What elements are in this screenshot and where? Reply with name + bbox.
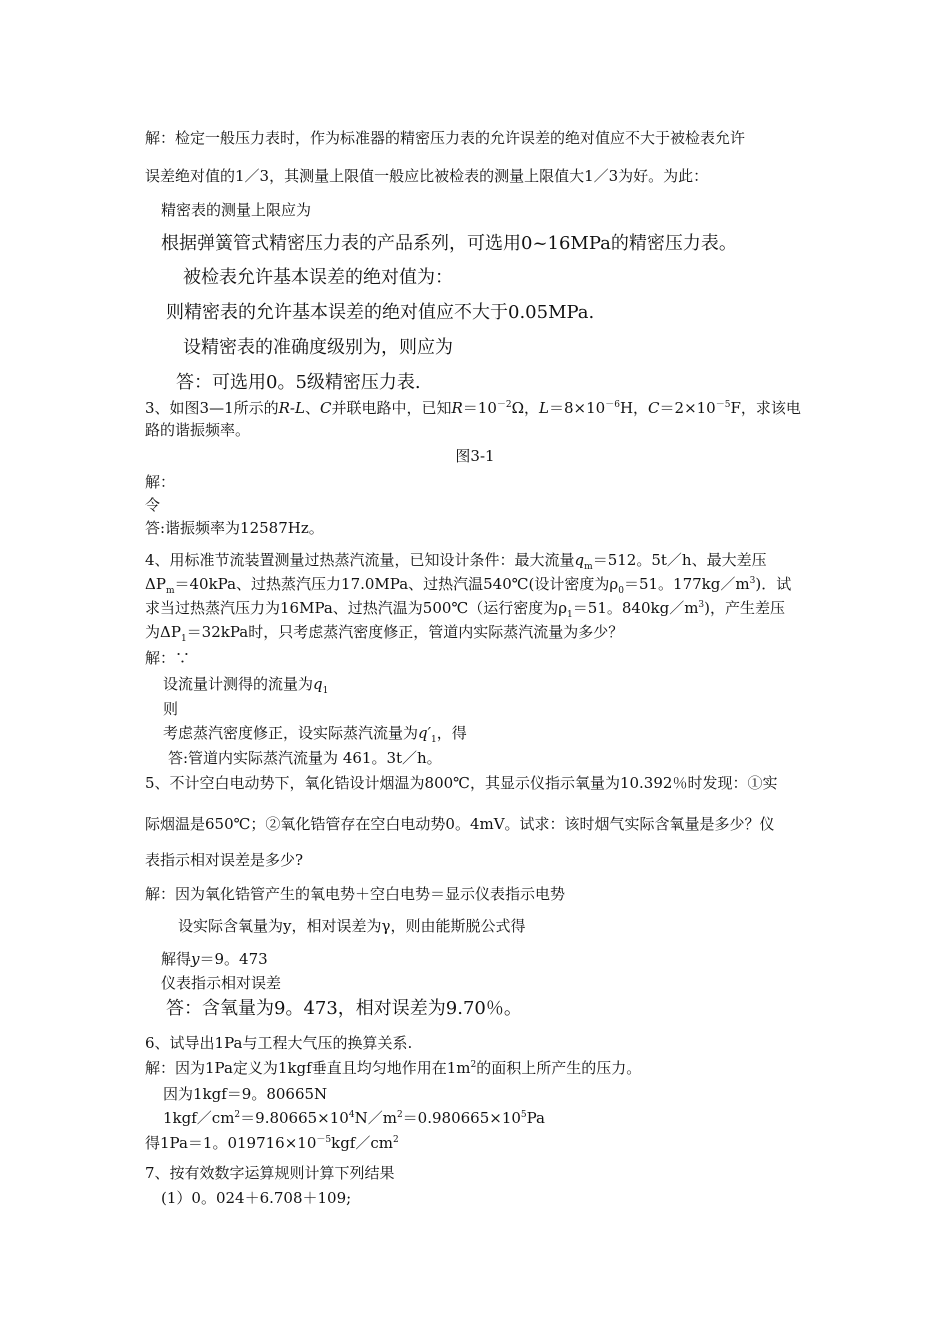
- p1-line-7: 设精密表的准确度级别为，则应为: [183, 337, 453, 358]
- q4-step-2: 则: [163, 700, 179, 718]
- q5-line-3: 表指示相对误差是多少?: [145, 851, 304, 869]
- q4-step-1: 设流量计测得的流量为$q_1$: [163, 675, 329, 696]
- q6-step-1: 因为1kgf＝9。80665N: [163, 1085, 328, 1103]
- p1-line-5: 被检表允许基本误差的绝对值为：: [183, 267, 453, 288]
- q5-line-2: 际烟温是650℃；②氧化锆管存在空白电动势0。4mV。试求：该时烟气实际含氧量是多少？仪: [145, 815, 775, 833]
- q4-line-1: 4、用标准节流装置测量过热蒸汽流量，已知设计条件：最大流量$q_m=512$。5t／h、最大差压: [145, 551, 767, 572]
- q6-result: 得1Pa＝1。$019716\times 10^{-5}kgf/cm^2$: [145, 1134, 399, 1152]
- p1-answer: 答：可选用0。5级精密压力表.: [176, 372, 421, 393]
- q6-step-2: $1kgf/cm^2=9.80665\times 10^4N/m^2=0.980665\times 10^5Pa$: [163, 1109, 546, 1127]
- q4-step-3: 考虑蒸汽密度修正，设实际蒸汽流量为$q'_1$，得: [163, 724, 467, 745]
- q4-line-4: 为$\Delta P_1=32kPa$时，只考虑蒸汽密度修正，管道内实际蒸汽流量为多少？: [145, 623, 624, 644]
- q5-answer: 答：含氧量为9。473，相对误差为9.70％。: [166, 998, 522, 1019]
- figure-caption: 图3-1: [455, 447, 495, 465]
- q6-line-1: 6、试导出1Pa与工程大气压的换算关系.: [145, 1034, 413, 1052]
- q6-solution: 解：因为1Pa定义为1kgf垂直且均匀地作用在$1m^2$的面积上所产生的压力。: [145, 1059, 642, 1077]
- q7-item-1: (1）0。024＋6.708＋109;: [161, 1189, 352, 1207]
- q4-line-2: $\Delta P_m=40kPa$、过热蒸汽压力17.0MPa、过热汽温540℃(设计密度为$\rho_0=51$。$177kg/m^3$)．试: [145, 575, 792, 596]
- q7-line-1: 7、按有效数字运算规则计算下列结果: [145, 1164, 395, 1182]
- p1-line-1: 解：检定一般压力表时，作为标准器的精密压力表的允许误差的绝对值应不大于被检表允许: [145, 129, 746, 147]
- q3-line-1: 3、如图3—1所示的R-L、C并联电路中，已知$R=10^{-2}\Omega$，$L=8\times 10^{-6}H$，$C=2\times 10^{-5}F$，求该电: [145, 399, 801, 417]
- q5-step-1: 设实际含氧量为y，相对误差为γ，则由能斯脱公式得: [178, 917, 526, 935]
- q5-line-1: 5、不计空白电动势下，氧化锆设计烟温为800℃，其显示仪指示氧量为10.392％时发现：①实: [145, 774, 778, 792]
- q4-answer: 答:管道内实际蒸汽流量为 461。3t／h。: [168, 749, 442, 767]
- q3-line-2: 路的谐振频率。: [145, 421, 251, 439]
- p1-line-2: 误差绝对值的1／3，其测量上限值一般应比被检表的测量上限值大1／3为好。为此：: [145, 167, 709, 185]
- q3-let: 令: [145, 496, 161, 514]
- p1-line-4: 根据弹簧管式精密压力表的产品系列，可选用0~16MPa的精密压力表。: [161, 233, 737, 254]
- p1-line-3: 精密表的测量上限应为: [161, 201, 312, 219]
- q5-step-2: 解得y＝9。473: [161, 950, 268, 968]
- q5-step-3: 仪表指示相对误差: [161, 974, 282, 992]
- q3-solution-label: 解：: [145, 473, 176, 491]
- q4-solution-label: 解：∵: [145, 649, 191, 667]
- q5-solution: 解：因为氧化锆管产生的氧电势＋空白电势＝显示仪表指示电势: [145, 885, 566, 903]
- p1-line-6: 则精密表的允许基本误差的绝对值应不大于0.05MPa.: [166, 302, 595, 323]
- q3-answer: 答:谐振频率为12587Hz。: [145, 519, 324, 537]
- q4-line-3: 求当过热蒸汽压力为16MPa、过热汽温为500℃（运行密度为$\rho_1=51$。$840kg/m^3$)，产生差压: [145, 599, 786, 620]
